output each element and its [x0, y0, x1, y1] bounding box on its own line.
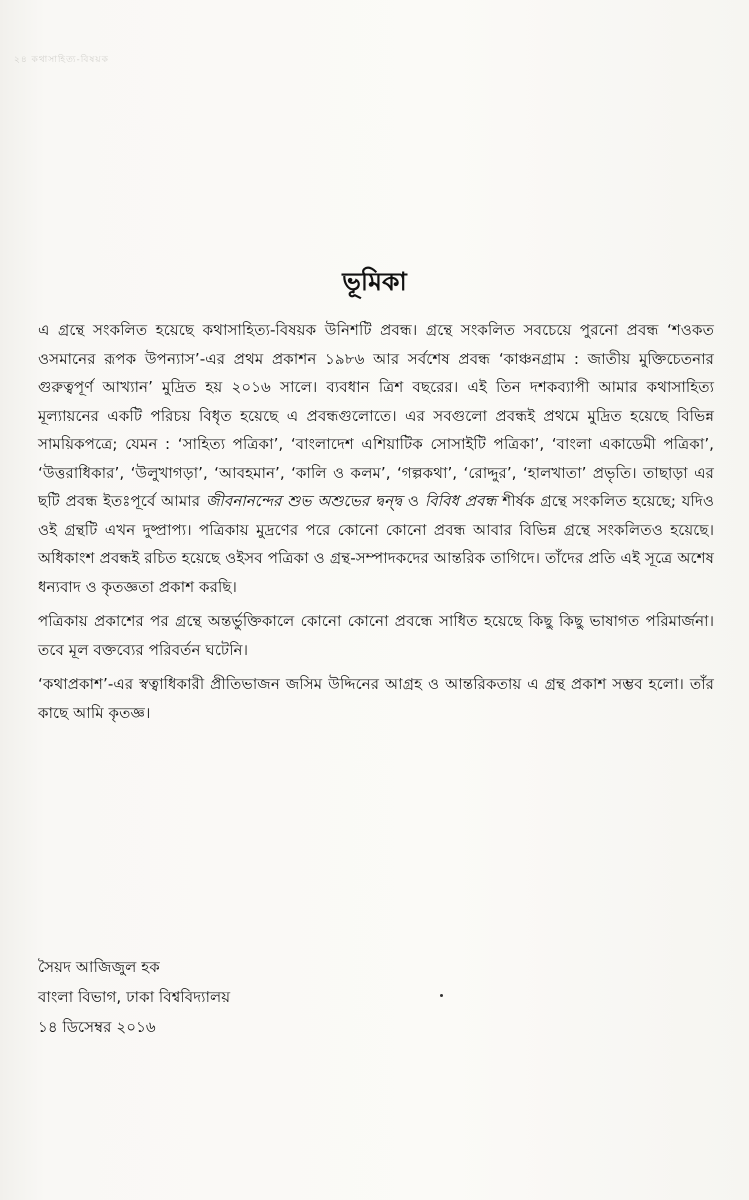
paragraph-1-part-3: শীর্ষক গ্রন্থে সংকলিত হয়েছে; যদিও ওই গ্রন্থটি এখন দুষ্প্রাপ্য। পত্রিকায় মুদ্রণের পরে কোনো কোনো প্রবন্ধ আবার বিভিন্ন গ্রন্থে সংকলিতও হয়েছে। অধিকাংশ প্রবন্ধই রচিত হয়েছে ওইসব পত্রিকা ও গ্রন্থ-সম্পাদকদের আন্তরিক তাগিদে। তাঁদের প্রতি এই সূত্রে অশেষ ধন্যবাদ ও কৃতজ্ঞতা প্রকাশ করছি।	[38, 492, 714, 596]
paragraph-1-part-2: ও	[407, 492, 420, 510]
author-name: সৈয়দ আজিজুল হক	[38, 958, 160, 976]
paragraph-1-italic-book-title-2: বিবিধ প্রবন্ধ	[424, 492, 497, 510]
paragraph-3: ‘কথাপ্রকাশ’-এর স্বত্বাধিকারী প্রীতিভাজন জসিম উদ্দিনের আগ্রহ ও আন্তরিকতায় এ গ্রন্থ প্রকাশ সম্ভব হলো। তাঁর কাছে আমি কৃতজ্ঞ।	[38, 675, 714, 722]
paragraph-2: পত্রিকায় প্রকাশের পর গ্রন্থে অন্তর্ভুক্তিকালে কোনো কোনো প্রবন্ধে সাধিত হয়েছে কিছু কিছু ভাষাগত পরিমার্জনা। তবে মূল বক্তব্যের পরিবর্তন ঘটেনি।	[38, 612, 714, 659]
page-title: ভূমিকা	[342, 267, 407, 296]
author-affiliation: বাংলা বিভাগ, ঢাকা বিশ্ববিদ্যালয়	[38, 988, 231, 1006]
paragraph-1	[38, 316, 714, 601]
paragraph-1-italic-book-title-1: জীবনানন্দের শুভ অশুভের দ্বন্দ্ব	[205, 492, 403, 510]
signature-block	[38, 952, 230, 1042]
faint-header-bleed: ২৪ কথাসাহিত্য-বিষয়ক	[14, 55, 109, 65]
ink-speck	[440, 994, 443, 997]
signature-date: ১৪ ডিসেম্বর ২০১৬	[38, 1018, 156, 1036]
preface-body	[38, 316, 714, 733]
paragraph-1-part-1: এ গ্রন্থে সংকলিত হয়েছে কথাসাহিত্য-বিষয়ক উনিশটি প্রবন্ধ। গ্রন্থে সংকলিত সবচেয়ে পুরনো প্রবন্ধ ‘শওকত ওসমানের রূপক উপন্যাস’-এর প্রথম প্রকাশন ১৯৮৬ আর সর্বশেষ প্রবন্ধ ‘কাঞ্চনগ্রাম : জাতীয় মুক্তিচেতনার গুরুত্বপূর্ণ আখ্যান’ মুদ্রিত হয় ২০১৬ সালে। ব্যবধান ত্রিশ বছরের। এই তিন দশকব্যাপী আমার কথাসাহিত্য মূল্যায়নের একটি পরিচয় বিধৃত হয়েছে এ প্রবন্ধগুলোতে। এর সবগুলো প্রবন্ধই প্রথমে মুদ্রিত হয়েছে বিভিন্ন সাময়িকপত্রে; যেমন : ‘সাহিত্য পত্রিকা’, ‘বাংলাদেশ এশিয়াটিক সোসাইটি পত্রিকা’, ‘বাংলা একাডেমী পত্রিকা’, ‘উত্তরাধিকার’, ‘উলুখাগড়া’, ‘আবহমান’, ‘কালি ও কলম’, ‘গল্পকথা’, ‘রোদ্দুর’, ‘হালখাতা’ প্রভৃতি। তাছাড়া এর ছটি প্রবন্ধ ইতঃপূর্বে আমার	[38, 321, 714, 510]
